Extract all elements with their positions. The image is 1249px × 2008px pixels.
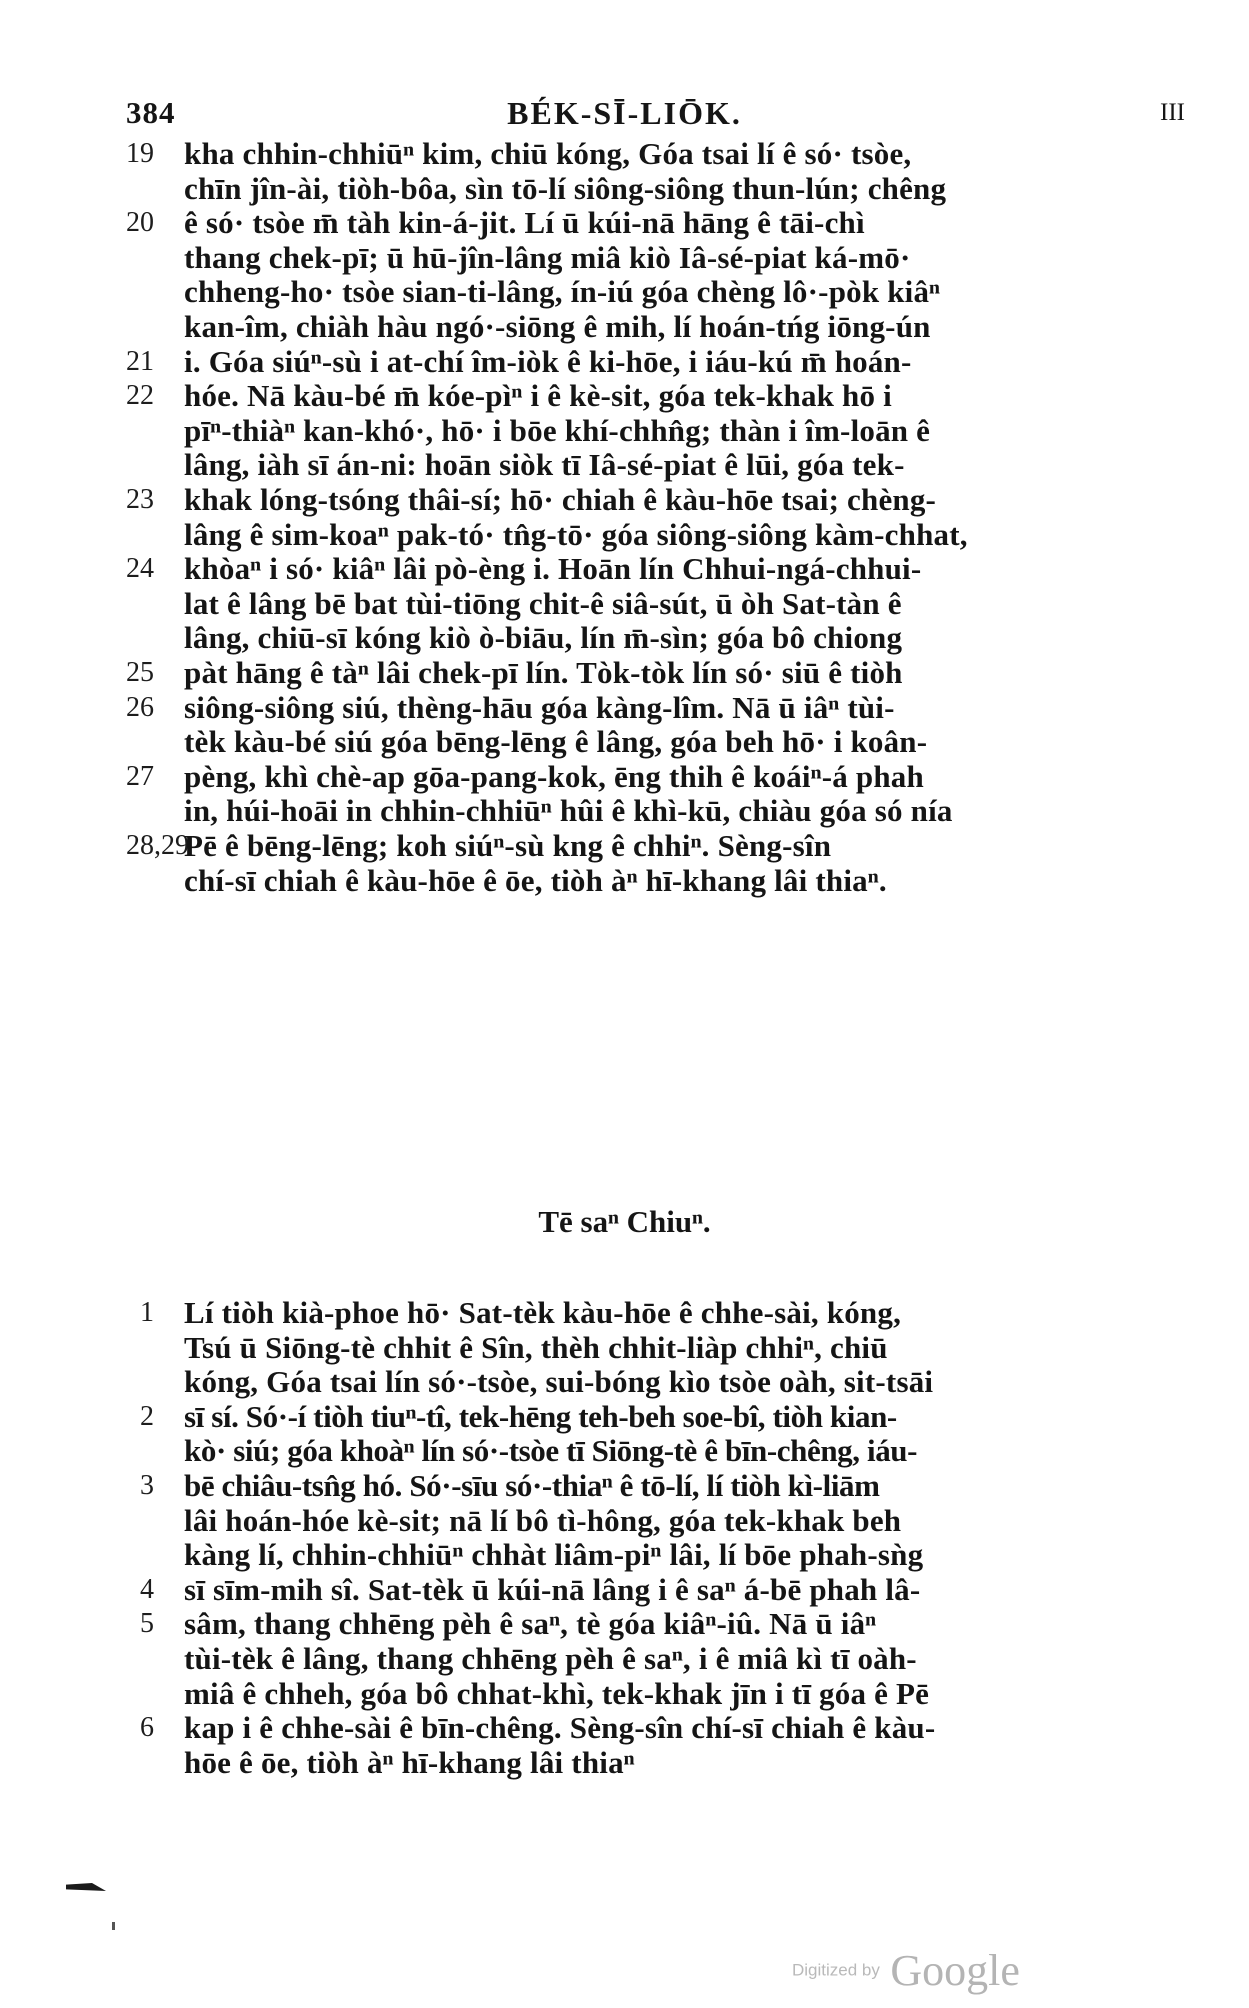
text-line: chí-sī chiah ê kàu-hōe ê ōe, tiòh àⁿ hī-khang lâi thiaⁿ.: [184, 862, 887, 898]
text-line: pèng, khì chè-ap gōa-pang-kok, ēng thih ê koáiⁿ-á phah: [184, 758, 924, 794]
text-line: siông-siông siú, thèng-hāu góa kàng-lîm. Nā ū iâⁿ tùi-: [184, 689, 895, 725]
text-line: Lí tiòh kià-phoe hō· Sat-tèk kàu-hōe ê chhe-sài, kóng,: [184, 1295, 902, 1330]
text-line: chīn jîn-ài, tiòh-bôa, sìn tō-lí siông-siông thun-lún; chêng: [184, 170, 947, 206]
digitized-watermark: [792, 1945, 1020, 1995]
text-line: bē chiâu-tsn̂g hó. Só·-sīu só·-thiaⁿ ê tō-lí, lí tiòh kì-liām: [184, 1468, 880, 1503]
text-line: Pē ê bēng-lēng; koh siúⁿ-sù kng ê chhiⁿ. Sèng-sîn: [184, 828, 832, 863]
verse-number: 6: [140, 1712, 154, 1744]
verse-number: 19: [126, 138, 154, 169]
verse-number: 21: [126, 345, 154, 377]
verse-number: 2: [140, 1400, 154, 1432]
text-line: lat ê lâng bē bat tùi-tiōng chit-ê siâ-sút, ū òh Sat-tàn ê: [184, 585, 902, 621]
text-line: lâng ê sim-koaⁿ pak-tó· tn̂g-tō· góa siông-siông kàm-chhat,: [184, 516, 968, 552]
text-line: thang chek-pī; ū hū-jîn-lâng miâ kiò Iâ-sé-piat ká-mō·: [184, 239, 911, 275]
digitized-prefix: Digitized by: [792, 1960, 880, 1980]
text-line: chheng-ho· tsòe sian-ti-lâng, ín-iú góa chèng lô·-pòk kiâⁿ: [184, 274, 941, 310]
chapter-number: III: [1160, 99, 1185, 126]
text-line: Tsú ū Siōng-tè chhit ê Sîn, thèh chhit-liàp chhiⁿ, chiū: [184, 1329, 888, 1365]
text-line: khòaⁿ i só· kiâⁿ lâi pò-èng i. Hoān lín Chhui-ngá-chhui-: [184, 551, 922, 587]
verse-number: 27: [126, 760, 154, 792]
page-number: 384: [126, 95, 176, 130]
text-line: sī sīm-mih sî. Sat-tèk ū kúi-nā lâng i ê saⁿ á-bē phah lâ-: [184, 1571, 921, 1607]
text-line: tùi-tèk ê lâng, thang chhēng pèh ê saⁿ, i ê miâ kì tī oàh-: [184, 1641, 917, 1676]
verse-number: 28,29: [126, 830, 189, 861]
google-logo: Google: [890, 1946, 1020, 1995]
verse-number: 25: [126, 657, 154, 688]
page-header: [0, 95, 1249, 135]
text-line: kò· siú; góa khoàⁿ lín só·-tsòe tī Siōng-tè ê bīn-chêng, iáu-: [184, 1433, 918, 1469]
text-line: lâng, iàh sī án-ni: hoān siòk tī Iâ-sé-piat ê lūi, góa tek-: [184, 447, 905, 483]
verse-number: 26: [126, 691, 154, 723]
section-title: Tē saⁿ Chiuⁿ.: [538, 1204, 711, 1239]
text-line: sī sí. Só·-í tiòh tiuⁿ-tî, tek-hēng teh-beh soe-bî, tiòh kian-: [184, 1398, 897, 1434]
margin-dot: [112, 1922, 115, 1930]
text-line: kha chhin-chhiūⁿ kim, chiū kóng, Góa tsai lí ê só· tsòe,: [184, 136, 912, 171]
text-line: pīⁿ-thiàⁿ kan-khó·, hō· i bōe khí-chhn̂g; thàn i îm-loān ê: [184, 412, 931, 448]
verse-number: 5: [140, 1608, 154, 1640]
text-line: hóe. Nā kàu-bé m̄ kóe-pìⁿ i ê kè-sit, góa tek-khak hō i: [184, 378, 892, 414]
verse-number: 22: [126, 380, 154, 412]
text-line: lâng, chiū-sī kóng kiò ò-biāu, lín m̄-sìn; góa bô chiong: [184, 620, 903, 656]
text-line: sâm, thang chhēng pèh ê saⁿ, tè góa kiâⁿ-iû. Nā ū iâⁿ: [184, 1606, 877, 1642]
text-line: ê só· tsòe m̄ tàh kin-á-jit. Lí ū kúi-nā hāng ê tāi-chì: [184, 205, 865, 241]
text-line: kan-îm, chiàh hàu ngó·-siōng ê mih, lí hoán-tńg iōng-ún: [184, 309, 931, 344]
verse-number: 20: [126, 207, 154, 239]
text-line: i. Góa siúⁿ-sù i at-chí îm-iòk ê ki-hōe, i iáu-kú m̄ hoán-: [184, 343, 912, 379]
running-title: BÉK-SĪ-LIŌK.: [507, 95, 742, 131]
text-line: pàt hāng ê tàⁿ lâi chek-pī lín. Tòk-tòk lín só· siū ê tiòh: [184, 655, 903, 690]
verse-number: 3: [140, 1470, 154, 1501]
verse-number: 4: [140, 1573, 154, 1605]
text-line: kap i ê chhe-sài ê bīn-chêng. Sèng-sîn chí-sī chiah ê kàu-: [184, 1710, 936, 1746]
text-line: in, húi-hoāi in chhin-chhiūⁿ hûi ê khì-kū, chiàu góa só nía: [184, 793, 953, 829]
text-line: tèk kàu-bé siú góa bēng-lēng ê lâng, góa beh hō· i koân-: [184, 724, 928, 760]
text-line: hōe ê ōe, tiòh àⁿ hī-khang lâi thiaⁿ: [184, 1744, 635, 1780]
text-line: khak lóng-tsóng thâi-sí; hō· chiah ê kàu-hōe tsai; chèng-: [184, 482, 937, 517]
text-line: kàng lí, chhin-chhiūⁿ chhàt liâm-piⁿ lâi, lí bōe phah-sǹg: [184, 1537, 924, 1573]
margin-mark: [66, 1883, 106, 1891]
verse-number: 1: [140, 1297, 154, 1328]
text-line: miâ ê chheh, góa bô chhat-khì, tek-khak jīn i tī góa ê Pē: [184, 1675, 930, 1711]
text-line: kóng, Góa tsai lín só·-tsòe, sui-bóng kìo tsòe oàh, sit-tsāi: [184, 1364, 934, 1400]
text-line: lâi hoán-hóe kè-sit; nā lí bô tì-hông, góa tek-khak beh: [184, 1502, 902, 1538]
verse-number: 24: [126, 553, 154, 585]
verse-number: 23: [126, 484, 154, 515]
